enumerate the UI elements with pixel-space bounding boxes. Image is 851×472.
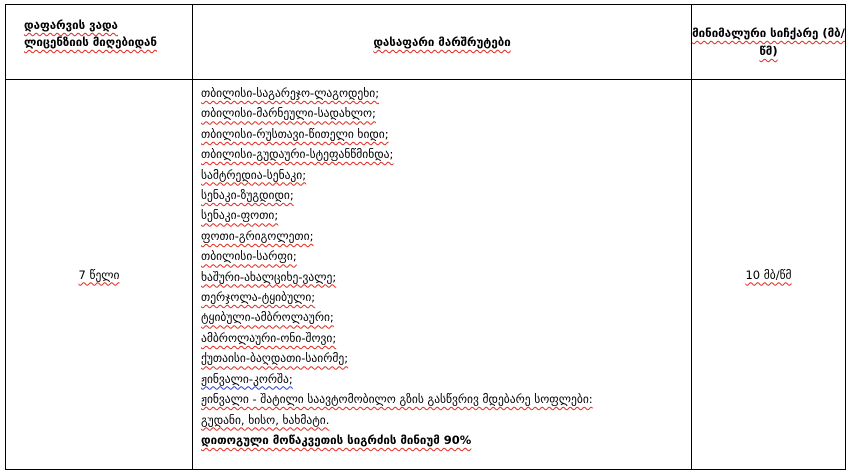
route-item: ჟინვალი-კორშა; [201,371,293,386]
table-header-row [6,5,846,80]
route-item: თერჯოლა-ტყიბული; [201,290,316,305]
route-item: ტყიბული-ამბროლაური; [201,310,334,325]
route-item: ქუთაისი-ბაღდათი-საირმე; [201,351,349,366]
header-routes-label: დასაფარი მარშრუტები [373,35,511,49]
header-speed-label: მინიმალური სიჩქარე (მბ/წმ) [692,26,845,58]
route-item: სენაკი-ზუგდიდი; [201,188,294,203]
route-item: თბილისი-მარნეული-სადახლო; [201,106,376,121]
route-item: თბილისი-საგარეჯო-ლაგოდეხი; [201,86,380,100]
route-item: ჟინვალი - შატილი საავტომობილო გზის გასწვრივ მდებარე სოფლები: [201,392,593,407]
table-row [6,80,846,470]
route-item: გუდანი, ხისო, ხახმატი. [201,412,330,427]
header-period-cell [6,5,193,80]
period-value: 7 წელი [78,267,120,282]
route-item: ამბროლაური-ონი-შოვი; [201,330,337,345]
route-item: ფოთი-გრიგოლეთი; [201,228,314,243]
routes-list [193,80,691,450]
header-routes-cell [193,5,692,80]
speed-cell [692,80,846,470]
speed-value: 10 მბ/წმ [745,267,792,282]
period-cell [6,80,193,470]
route-item: თბილისი-რუსთავი-წითელი ხიდი; [201,126,389,141]
route-coverage-note: დითოგული მოწაკვეთის სიგრძის მინიუმ 90% [201,432,472,447]
route-item: თბილისი-სარფი; [201,249,297,264]
route-item: თბილისი-გუდაური-სტეფანწმინდა; [201,147,394,162]
route-item: სენაკი-ფოთი; [201,208,279,223]
route-item: სამტრედია-სენაკი; [201,167,307,182]
route-item: ხაშური-ახალციხე-ვალე; [201,269,337,284]
routes-cell [193,80,692,470]
header-period-label: დაფარვის ვადა ლიცენზიის მიღებიდან [24,18,157,49]
header-speed-cell [692,5,846,80]
coverage-table [5,4,846,470]
